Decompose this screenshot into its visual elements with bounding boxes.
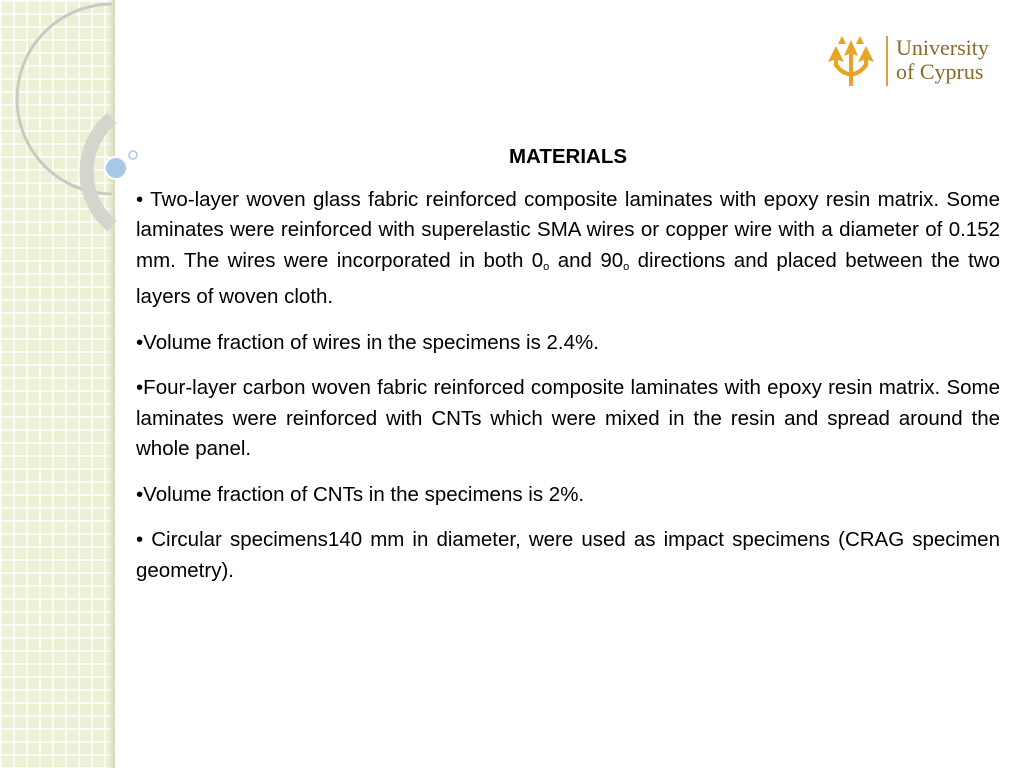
logo-line2: of Cyprus <box>896 59 984 84</box>
bullet-carbon-fabric: •Four-layer carbon woven fabric reinforced composite laminates with epoxy resin matrix. Some laminates were reinforced with CNTs which were mixed in the resin and spread around the whole panel. <box>136 376 1000 460</box>
bullet1-text-c: directions and placed between the two layers of woven cloth. <box>136 248 1000 308</box>
bullet-glass-fabric <box>136 185 1000 313</box>
logo-divider <box>886 36 888 86</box>
bullet1-text-a: • Two-layer woven glass fabric reinforced composite laminates with epoxy resin matrix. Some laminates were reinforced with superelastic SMA wires or copper wire with a diameter of 0.152 mm. The wires were incorporated in both 0 <box>136 187 1000 272</box>
bullet1-text-b: and 90 <box>549 248 624 272</box>
degree-symbol: o <box>543 260 550 273</box>
bullet-wire-volume-fraction: •Volume fraction of wires in the specimens is 2.4%. <box>136 330 599 354</box>
logo-line1: University <box>896 35 989 60</box>
university-logo <box>820 30 1010 92</box>
slide-content <box>136 142 1000 601</box>
degree-symbol: o <box>623 260 630 273</box>
slide-title: MATERIALS <box>508 145 628 168</box>
logo-text <box>896 36 989 84</box>
blue-dot-icon <box>105 157 127 179</box>
cypress-tree-logo-icon <box>820 30 882 92</box>
bullet-cnt-volume-fraction: •Volume fraction of CNTs in the specimens is 2%. <box>136 482 585 506</box>
bullet-circular-specimens: • Circular specimens140 mm in diameter, were used as impact specimens (CRAG specimen geometry). <box>136 528 1000 582</box>
